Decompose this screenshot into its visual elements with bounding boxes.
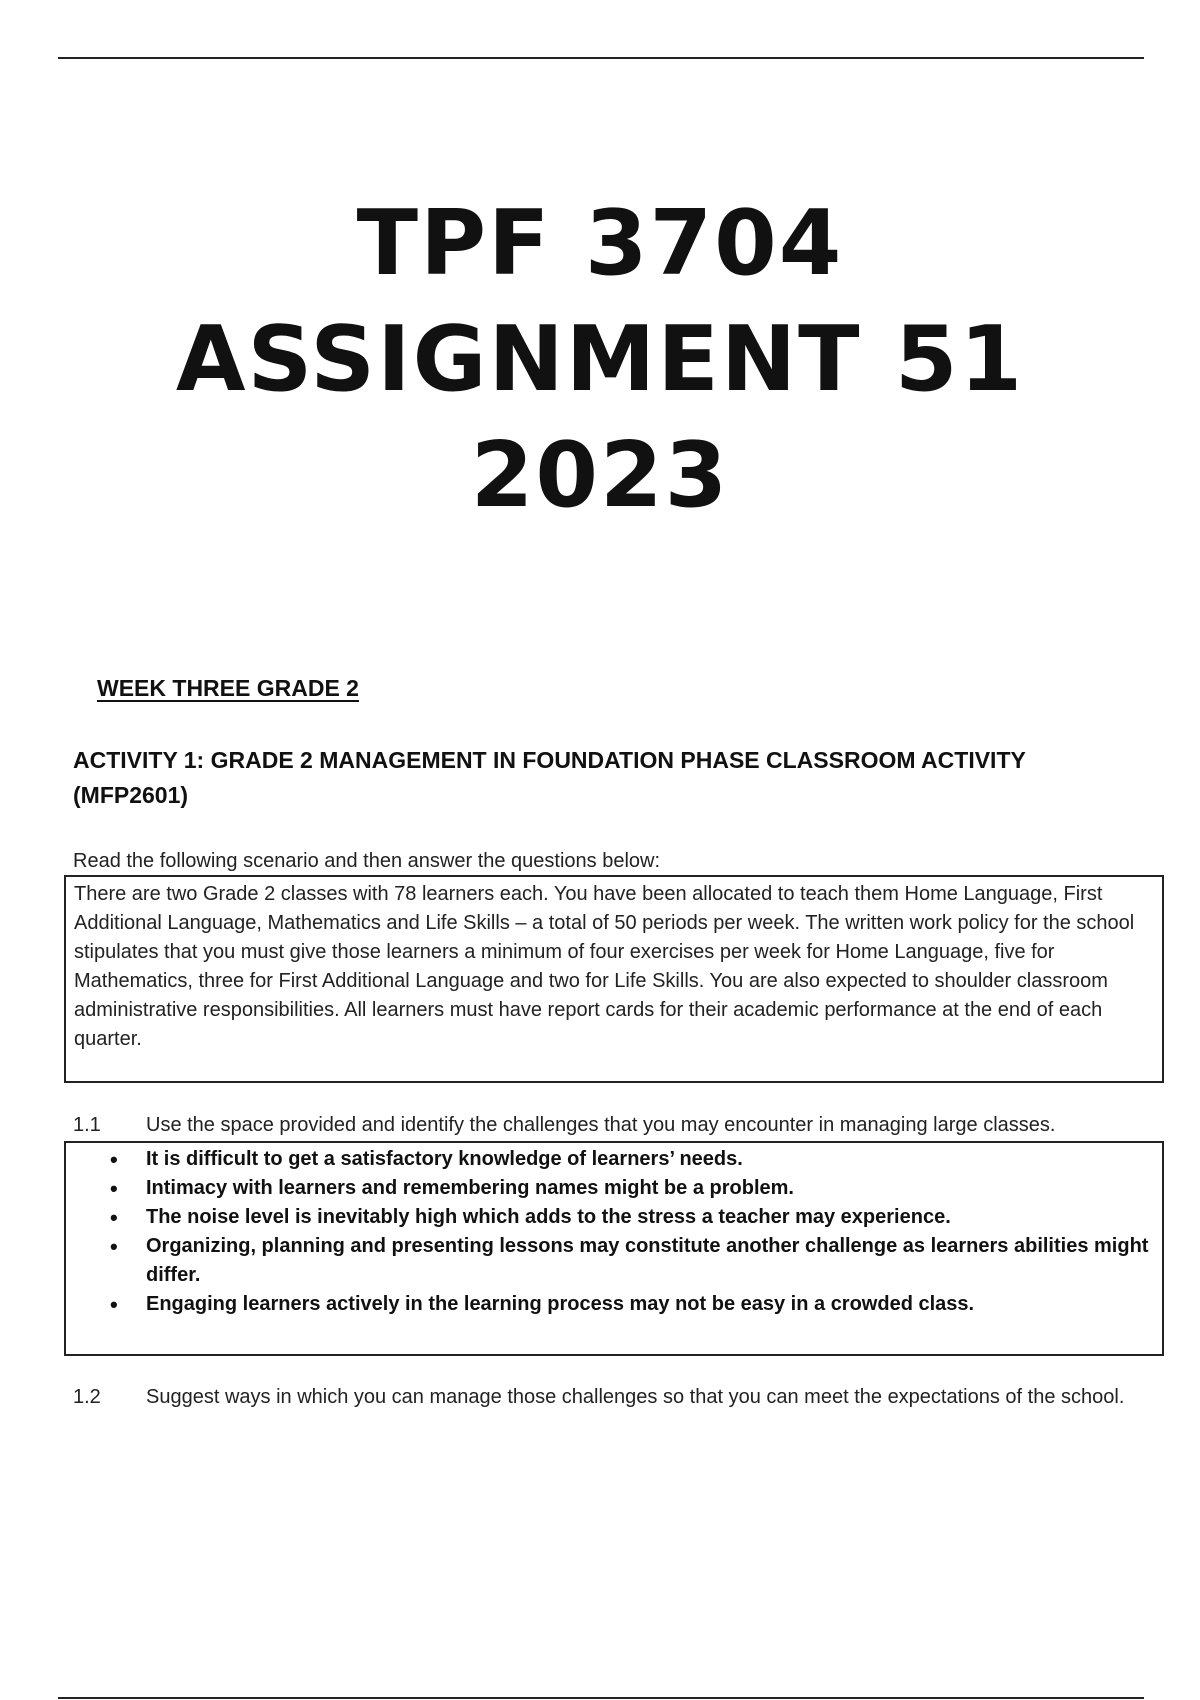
answer-text: Organizing, planning and presenting lessons may constitute another challenge as learners abilities might differ.	[146, 1235, 1149, 1286]
question-text: Suggest ways in which you can manage those challenges so that you can meet the expectations of the school.	[146, 1386, 1125, 1408]
question-number: 1.2	[73, 1386, 101, 1408]
scenario-box	[64, 875, 1164, 1083]
list-item	[66, 1290, 1152, 1319]
answer-text: Intimacy with learners and remembering names might be a problem.	[146, 1177, 794, 1199]
bullet-icon: •	[110, 1176, 118, 1201]
question-text: Use the space provided and identify the challenges that you may encounter in managing large classes.	[146, 1114, 1056, 1136]
week-heading: WEEK THREE GRADE 2	[97, 675, 359, 701]
question-1-1	[73, 1111, 1153, 1140]
answer-text: The noise level is inevitably high which adds to the stress a teacher may experience.	[146, 1206, 951, 1228]
bullet-icon: •	[110, 1292, 118, 1317]
answer-text: It is difficult to get a satisfactory knowledge of learners’ needs.	[146, 1148, 743, 1170]
activity-heading: ACTIVITY 1: GRADE 2 MANAGEMENT IN FOUNDATION PHASE CLASSROOM ACTIVITY (MFP2601)	[73, 747, 1026, 808]
bottom-rule	[58, 1697, 1144, 1699]
bullet-icon: •	[110, 1234, 118, 1259]
bullet-icon: •	[110, 1147, 118, 1172]
bullet-icon: •	[110, 1205, 118, 1230]
answer-list	[66, 1145, 1152, 1319]
list-item	[66, 1232, 1152, 1290]
document-title	[0, 186, 1200, 534]
title-assignment: ASSIGNMENT 51	[175, 307, 1025, 412]
question-1-2	[73, 1383, 1153, 1412]
list-item	[66, 1174, 1152, 1203]
list-item	[66, 1145, 1152, 1174]
title-course-code: TPF 3704	[356, 191, 844, 296]
answer-box	[64, 1141, 1164, 1356]
scenario-intro: Read the following scenario and then answer the questions below:	[73, 850, 661, 872]
list-item	[66, 1203, 1152, 1232]
answer-text: Engaging learners actively in the learning process may not be easy in a crowded class.	[146, 1293, 975, 1315]
question-number: 1.1	[73, 1114, 101, 1136]
title-year: 2023	[470, 423, 730, 528]
top-rule	[58, 57, 1144, 59]
scenario-text: There are two Grade 2 classes with 78 learners each. You have been allocated to teach them Home Language, First Additional Language, Mathematics and Life Skills – a total of 50 periods per week. The written work policy for the school stipulates that you must give those learners a minimum of four exercises per week for Home Language, five for Mathematics, three for First Additional Language and two for Life Skills. You are also expected to shoulder classroom administrative responsibilities. All learners must have report cards for their academic performance at the end of each quarter.	[74, 883, 1135, 1050]
